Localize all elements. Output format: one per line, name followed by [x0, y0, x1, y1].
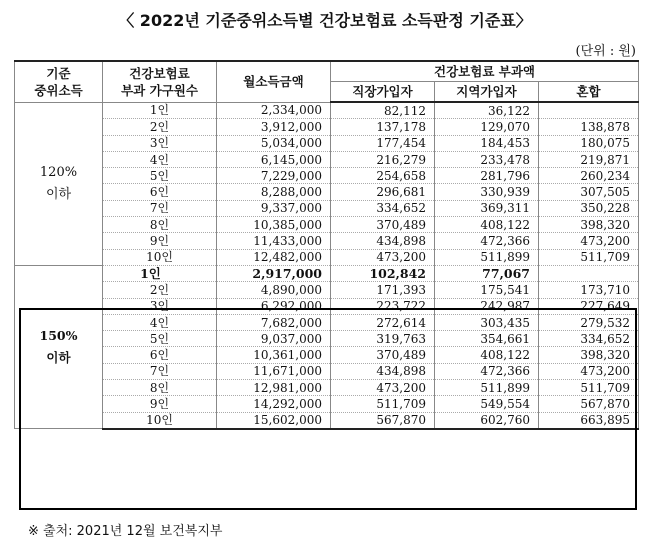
mixed-premium-cell: 173,710 [539, 282, 639, 298]
table-row [15, 233, 639, 249]
regional-premium-cell: 549,554 [435, 396, 539, 412]
table-row [15, 168, 639, 184]
monthly-income-cell: 6,145,000 [217, 151, 331, 167]
regional-premium-cell: 77,067 [435, 265, 539, 281]
regional-premium-cell: 242,987 [435, 298, 539, 314]
page-title: 〈 2022년 기준중위소득별 건강보험료 소득판정 기준표〉 [118, 11, 532, 30]
employee-premium-cell: 82,112 [331, 102, 435, 119]
monthly-income-cell: 15,602,000 [217, 412, 331, 429]
mixed-premium-cell: 227,649 [539, 298, 639, 314]
table-row [15, 217, 639, 233]
household-cell: 5인 [103, 168, 217, 184]
monthly-income-cell: 9,037,000 [217, 331, 331, 347]
table-body [15, 102, 639, 429]
household-cell: 9인 [103, 396, 217, 412]
employee-premium-cell: 137,178 [331, 119, 435, 135]
household-cell: 10인 [103, 412, 217, 429]
mixed-premium-cell: 219,871 [539, 151, 639, 167]
mixed-premium-cell: 350,228 [539, 200, 639, 216]
employee-premium-cell: 567,870 [331, 412, 435, 429]
household-cell: 8인 [103, 217, 217, 233]
table-row [15, 347, 639, 363]
mixed-premium-cell: 180,075 [539, 135, 639, 151]
header-premium: 건강보험료 부과액 [331, 61, 639, 82]
regional-premium-cell: 408,122 [435, 217, 539, 233]
household-cell: 1인 [103, 265, 217, 281]
household-cell: 2인 [103, 119, 217, 135]
employee-premium-cell: 296,681 [331, 184, 435, 200]
mixed-premium-cell [539, 265, 639, 281]
employee-premium-cell: 434,898 [331, 233, 435, 249]
monthly-income-cell: 2,917,000 [217, 265, 331, 281]
header-regional: 지역가입자 [435, 82, 539, 103]
mixed-premium-cell: 398,320 [539, 347, 639, 363]
monthly-income-cell: 12,482,000 [217, 249, 331, 265]
employee-premium-cell: 370,489 [331, 347, 435, 363]
table-row [15, 282, 639, 298]
monthly-income-cell: 10,385,000 [217, 217, 331, 233]
table-row [15, 298, 639, 314]
regional-premium-cell: 233,478 [435, 151, 539, 167]
monthly-income-cell: 8,288,000 [217, 184, 331, 200]
regional-premium-cell: 303,435 [435, 314, 539, 330]
monthly-income-cell: 9,337,000 [217, 200, 331, 216]
regional-premium-cell: 511,899 [435, 380, 539, 396]
monthly-income-cell: 4,890,000 [217, 282, 331, 298]
mixed-premium-cell: 663,895 [539, 412, 639, 429]
employee-premium-cell: 473,200 [331, 380, 435, 396]
employee-premium-cell: 254,658 [331, 168, 435, 184]
header-median-income: 기준 중위소득 [15, 61, 103, 102]
regional-premium-cell: 472,366 [435, 233, 539, 249]
table-row [15, 200, 639, 216]
household-cell: 8인 [103, 380, 217, 396]
mixed-premium-cell: 260,234 [539, 168, 639, 184]
median-income-group: 150% 이하 [15, 265, 103, 428]
table-row [15, 249, 639, 265]
regional-premium-cell: 602,760 [435, 412, 539, 429]
median-income-group: 120% 이하 [15, 102, 103, 265]
employee-premium-cell: 434,898 [331, 363, 435, 379]
mixed-premium-cell: 334,652 [539, 331, 639, 347]
household-cell: 6인 [103, 347, 217, 363]
mixed-premium-cell [539, 102, 639, 119]
household-cell: 3인 [103, 135, 217, 151]
table-row [15, 331, 639, 347]
employee-premium-cell: 473,200 [331, 249, 435, 265]
household-cell: 4인 [103, 314, 217, 330]
monthly-income-cell: 5,034,000 [217, 135, 331, 151]
monthly-income-cell: 14,292,000 [217, 396, 331, 412]
table-row [15, 265, 639, 281]
regional-premium-cell: 354,661 [435, 331, 539, 347]
mixed-premium-cell: 567,870 [539, 396, 639, 412]
table-row [15, 102, 639, 119]
regional-premium-cell: 369,311 [435, 200, 539, 216]
header-household: 건강보험료 부과 가구원수 [103, 61, 217, 102]
employee-premium-cell: 223,722 [331, 298, 435, 314]
household-cell: 9인 [103, 233, 217, 249]
header-employee: 직장가입자 [331, 82, 435, 103]
source-note: ※ 출처: 2021년 12월 보건복지부 [28, 524, 223, 539]
table-row [15, 396, 639, 412]
employee-premium-cell: 171,393 [331, 282, 435, 298]
mixed-premium-cell: 511,709 [539, 249, 639, 265]
regional-premium-cell: 408,122 [435, 347, 539, 363]
employee-premium-cell: 319,763 [331, 331, 435, 347]
mixed-premium-cell: 307,505 [539, 184, 639, 200]
employee-premium-cell: 216,279 [331, 151, 435, 167]
employee-premium-cell: 272,614 [331, 314, 435, 330]
household-cell: 10인 [103, 249, 217, 265]
regional-premium-cell: 330,939 [435, 184, 539, 200]
household-cell: 5인 [103, 331, 217, 347]
table-row [15, 184, 639, 200]
mixed-premium-cell: 473,200 [539, 363, 639, 379]
monthly-income-cell: 11,433,000 [217, 233, 331, 249]
regional-premium-cell: 511,899 [435, 249, 539, 265]
table-row [15, 412, 639, 429]
table-row [15, 119, 639, 135]
employee-premium-cell: 511,709 [331, 396, 435, 412]
regional-premium-cell: 184,453 [435, 135, 539, 151]
mixed-premium-cell: 398,320 [539, 217, 639, 233]
monthly-income-cell: 12,981,000 [217, 380, 331, 396]
header-mixed: 혼합 [539, 82, 639, 103]
regional-premium-cell: 472,366 [435, 363, 539, 379]
regional-premium-cell: 129,070 [435, 119, 539, 135]
household-cell: 1인 [103, 102, 217, 119]
unit-note: (단위 : 원) [575, 44, 636, 59]
table-row [15, 151, 639, 167]
monthly-income-cell: 3,912,000 [217, 119, 331, 135]
employee-premium-cell: 334,652 [331, 200, 435, 216]
regional-premium-cell: 281,796 [435, 168, 539, 184]
mixed-premium-cell: 511,709 [539, 380, 639, 396]
monthly-income-cell: 10,361,000 [217, 347, 331, 363]
household-cell: 4인 [103, 151, 217, 167]
monthly-income-cell: 11,671,000 [217, 363, 331, 379]
table-row [15, 380, 639, 396]
household-cell: 7인 [103, 363, 217, 379]
table-row [15, 314, 639, 330]
monthly-income-cell: 6,292,000 [217, 298, 331, 314]
income-premium-table [14, 60, 639, 430]
monthly-income-cell: 2,334,000 [217, 102, 331, 119]
table-row [15, 363, 639, 379]
monthly-income-cell: 7,682,000 [217, 314, 331, 330]
mixed-premium-cell: 279,532 [539, 314, 639, 330]
header-monthly-income: 월소득금액 [217, 61, 331, 102]
regional-premium-cell: 175,541 [435, 282, 539, 298]
mixed-premium-cell: 138,878 [539, 119, 639, 135]
mixed-premium-cell: 473,200 [539, 233, 639, 249]
monthly-income-cell: 7,229,000 [217, 168, 331, 184]
employee-premium-cell: 177,454 [331, 135, 435, 151]
employee-premium-cell: 370,489 [331, 217, 435, 233]
household-cell: 7인 [103, 200, 217, 216]
employee-premium-cell: 102,842 [331, 265, 435, 281]
table-row [15, 135, 639, 151]
regional-premium-cell: 36,122 [435, 102, 539, 119]
household-cell: 3인 [103, 298, 217, 314]
household-cell: 6인 [103, 184, 217, 200]
household-cell: 2인 [103, 282, 217, 298]
